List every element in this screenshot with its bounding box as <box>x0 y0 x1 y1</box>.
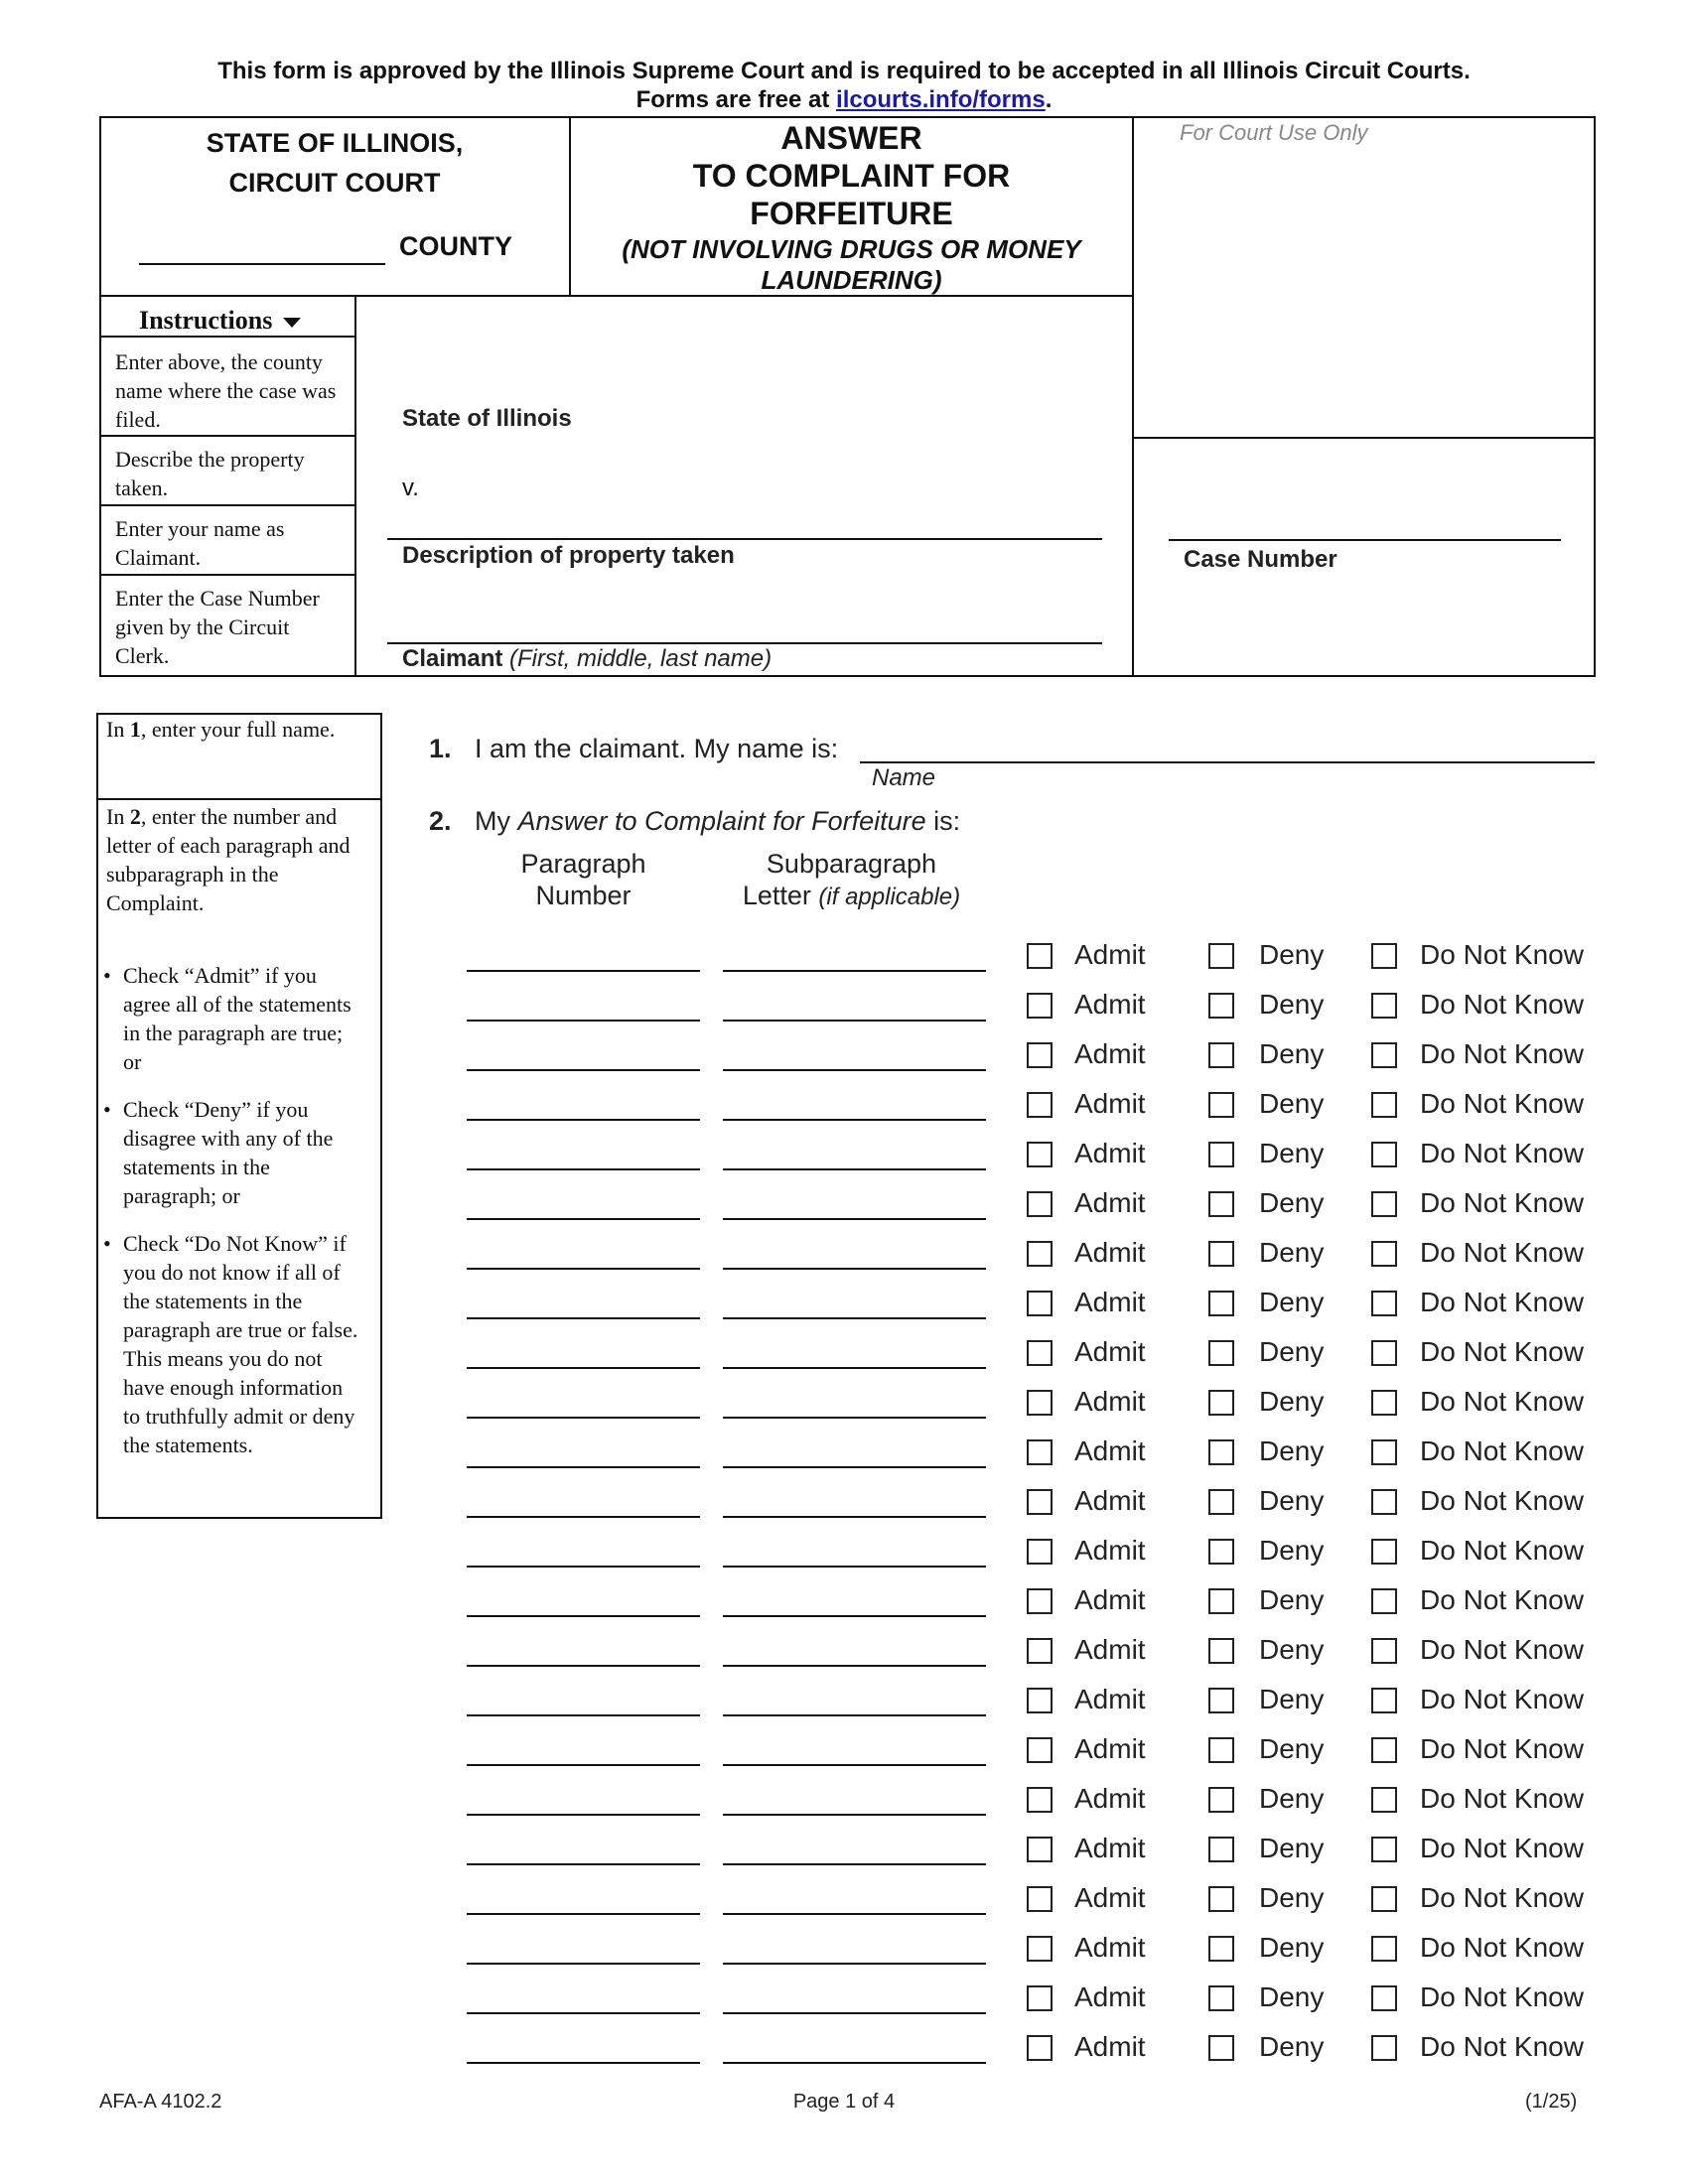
do-not-know-label: Do Not Know <box>1420 939 1584 970</box>
deny-label: Deny <box>1259 1038 1325 1069</box>
subparagraph-header-letter: Letter <box>742 881 811 910</box>
paragraph-column-header <box>467 848 700 911</box>
deny-label: Deny <box>1259 1485 1325 1516</box>
do-not-know-label: Do Not Know <box>1420 1584 1584 1615</box>
admit-checkbox[interactable] <box>1027 1340 1053 1366</box>
subparagraph-header-line2 <box>715 880 988 913</box>
subparagraph-column-header <box>715 848 988 913</box>
do-not-know-checkbox[interactable] <box>1371 1142 1397 1167</box>
do-not-know-checkbox[interactable] <box>1371 1886 1397 1912</box>
deny-checkbox[interactable] <box>1208 1042 1234 1068</box>
admit-label: Admit <box>1074 1981 1146 2012</box>
form-title-line2: TO COMPLAINT FOR <box>692 158 1011 194</box>
form-version: (1/25) <box>1525 2091 1578 2113</box>
admit-checkbox[interactable] <box>1027 2035 1053 2061</box>
admit-checkbox[interactable] <box>1027 1092 1053 1118</box>
deny-checkbox[interactable] <box>1208 943 1234 969</box>
instructions-header <box>139 306 301 336</box>
deny-label: Deny <box>1259 1932 1325 1963</box>
subparagraph-letter-field[interactable] <box>723 1466 986 1468</box>
do-not-know-checkbox[interactable] <box>1371 943 1397 969</box>
admit-label: Admit <box>1074 1038 1146 1069</box>
paragraph-number-field[interactable] <box>467 1417 700 1419</box>
admit-checkbox[interactable] <box>1027 1936 1053 1962</box>
deny-label: Deny <box>1259 989 1325 1020</box>
deny-label: Deny <box>1259 1833 1325 1863</box>
paragraph-number-field[interactable] <box>467 1516 700 1518</box>
deny-label: Deny <box>1259 1237 1325 1268</box>
paragraph-number-field[interactable] <box>467 1466 700 1468</box>
admit-checkbox[interactable] <box>1027 1837 1053 1862</box>
paragraph-header-line2: Number <box>535 881 632 910</box>
do-not-know-checkbox[interactable] <box>1371 1042 1397 1068</box>
admit-label: Admit <box>1074 1485 1146 1516</box>
court-use-label: For Court Use Only <box>1180 120 1368 145</box>
side-instruction-2 <box>106 802 366 917</box>
deny-checkbox[interactable] <box>1208 1588 1234 1614</box>
do-not-know-checkbox[interactable] <box>1371 1588 1397 1614</box>
paragraph-number-field[interactable] <box>467 1119 700 1121</box>
deny-checkbox[interactable] <box>1208 1291 1234 1316</box>
do-not-know-checkbox[interactable] <box>1371 2035 1397 2061</box>
admit-label: Admit <box>1074 1783 1146 1814</box>
do-not-know-checkbox[interactable] <box>1371 1737 1397 1763</box>
admit-checkbox[interactable] <box>1027 1142 1053 1167</box>
do-not-know-label: Do Not Know <box>1420 1237 1584 1268</box>
section-2-number: 2. <box>429 806 452 836</box>
deny-label: Deny <box>1259 1435 1325 1466</box>
form-title-line1: ANSWER <box>780 120 922 156</box>
bullet-icon: • <box>103 963 111 988</box>
county-label: COUNTY <box>399 231 512 261</box>
deny-checkbox[interactable] <box>1208 1787 1234 1813</box>
deny-checkbox[interactable] <box>1208 1638 1234 1664</box>
admit-label: Admit <box>1074 1684 1146 1714</box>
admit-checkbox[interactable] <box>1027 1638 1053 1664</box>
divider <box>1132 437 1596 439</box>
property-field[interactable] <box>387 538 1102 540</box>
admit-label: Admit <box>1074 1932 1146 1963</box>
admit-label: Admit <box>1074 1833 1146 1863</box>
subparagraph-letter-field[interactable] <box>723 1615 986 1617</box>
do-not-know-label: Do Not Know <box>1420 1535 1584 1566</box>
paragraph-number-field[interactable] <box>467 1863 700 1865</box>
subparagraph-header-hint: (if applicable) <box>818 884 961 910</box>
section-2-text <box>475 805 960 837</box>
side-bullet-deny <box>103 1095 363 1210</box>
do-not-know-label: Do Not Know <box>1420 989 1584 1020</box>
approval-notice: This form is approved by the Illinois Supreme Court and is required to be accepted in all Illinois Circuit Courts. <box>217 58 1471 84</box>
do-not-know-label: Do Not Know <box>1420 1386 1584 1417</box>
subparagraph-letter-field[interactable] <box>723 1020 986 1022</box>
admit-checkbox[interactable] <box>1027 1787 1053 1813</box>
admit-checkbox[interactable] <box>1027 1191 1053 1217</box>
deny-checkbox[interactable] <box>1208 1886 1234 1912</box>
form-subtitle-line2: LAUNDERING) <box>761 265 942 295</box>
admit-label: Admit <box>1074 939 1146 970</box>
county-name-field[interactable] <box>139 263 385 265</box>
paragraph-number-field[interactable] <box>467 2012 700 2014</box>
deny-checkbox[interactable] <box>1208 1737 1234 1763</box>
versus-label: v. <box>402 475 419 501</box>
deny-label: Deny <box>1259 1634 1325 1665</box>
forms-notice-prefix: Forms are free at <box>635 86 837 113</box>
deny-checkbox[interactable] <box>1208 1241 1234 1267</box>
claimant-hint: (First, middle, last name) <box>509 645 773 672</box>
admit-label: Admit <box>1074 2031 1146 2062</box>
do-not-know-label: Do Not Know <box>1420 1981 1584 2012</box>
do-not-know-checkbox[interactable] <box>1371 1638 1397 1664</box>
paragraph-number-field[interactable] <box>467 1566 700 1568</box>
admit-checkbox[interactable] <box>1027 1042 1053 1068</box>
do-not-know-label: Do Not Know <box>1420 1733 1584 1764</box>
do-not-know-label: Do Not Know <box>1420 1435 1584 1466</box>
paragraph-number-field[interactable] <box>467 2062 700 2064</box>
do-not-know-label: Do Not Know <box>1420 1833 1584 1863</box>
forms-notice-suffix: . <box>1045 86 1053 113</box>
paragraph-number-field[interactable] <box>467 1814 700 1816</box>
subparagraph-letter-field[interactable] <box>723 970 986 972</box>
instructions-header-text: Instructions <box>139 306 273 335</box>
bullet-icon: • <box>103 1231 111 1256</box>
paragraph-number-field[interactable] <box>467 1317 700 1319</box>
deny-checkbox[interactable] <box>1208 1985 1234 2011</box>
paragraph-number-field[interactable] <box>467 1764 700 1766</box>
forms-notice <box>0 86 1688 114</box>
do-not-know-checkbox[interactable] <box>1371 1787 1397 1813</box>
name-caption: Name <box>872 764 936 791</box>
side-instruction-1-post: , enter your full name. <box>140 717 336 742</box>
do-not-know-label: Do Not Know <box>1420 1287 1584 1317</box>
claimant-label-line <box>402 645 772 673</box>
deny-checkbox[interactable] <box>1208 1191 1234 1217</box>
admit-label: Admit <box>1074 1386 1146 1417</box>
do-not-know-label: Do Not Know <box>1420 1882 1584 1913</box>
admit-label: Admit <box>1074 1584 1146 1615</box>
subparagraph-letter-field[interactable] <box>723 1714 986 1716</box>
admit-label: Admit <box>1074 1088 1146 1119</box>
subparagraph-letter-field[interactable] <box>723 1665 986 1667</box>
do-not-know-checkbox[interactable] <box>1371 1837 1397 1862</box>
admit-checkbox[interactable] <box>1027 1688 1053 1713</box>
paragraph-number-field[interactable] <box>467 1665 700 1667</box>
deny-label: Deny <box>1259 1981 1325 2012</box>
page-number: Page 1 of 4 <box>792 2091 896 2113</box>
triangle-down-icon <box>283 318 301 328</box>
divider <box>1132 116 1134 677</box>
deny-label: Deny <box>1259 1535 1325 1566</box>
claimant-name-field[interactable] <box>860 761 1595 763</box>
side-instruction-2-pre: In <box>106 804 130 829</box>
deny-label: Deny <box>1259 1138 1325 1168</box>
section-2-text-post: is: <box>925 806 961 836</box>
subparagraph-letter-field[interactable] <box>723 1069 986 1071</box>
admit-checkbox[interactable] <box>1027 1886 1053 1912</box>
paragraph-number-field[interactable] <box>467 1218 700 1220</box>
do-not-know-label: Do Not Know <box>1420 1485 1584 1516</box>
paragraph-number-field[interactable] <box>467 1963 700 1965</box>
form-id: AFA-A 4102.2 <box>99 2091 222 2113</box>
deny-label: Deny <box>1259 1287 1325 1317</box>
form-title-line3: FORFEITURE <box>750 196 953 231</box>
deny-checkbox[interactable] <box>1208 993 1234 1019</box>
subparagraph-letter-field[interactable] <box>723 1218 986 1220</box>
deny-label: Deny <box>1259 1584 1325 1615</box>
admit-label: Admit <box>1074 1733 1146 1764</box>
do-not-know-label: Do Not Know <box>1420 2031 1584 2062</box>
paragraph-number-field[interactable] <box>467 1615 700 1617</box>
section-2-text-pre: My <box>475 806 518 836</box>
state-label: STATE OF ILLINOIS, <box>206 128 464 158</box>
admit-label: Admit <box>1074 1287 1146 1317</box>
case-number-field[interactable] <box>1169 539 1561 541</box>
deny-label: Deny <box>1259 1783 1325 1814</box>
admit-label: Admit <box>1074 1882 1146 1913</box>
do-not-know-label: Do Not Know <box>1420 1932 1584 1963</box>
divider <box>99 336 354 338</box>
do-not-know-checkbox[interactable] <box>1371 1291 1397 1316</box>
paragraph-number-field[interactable] <box>467 1913 700 1915</box>
subparagraph-letter-field[interactable] <box>723 1417 986 1419</box>
subparagraph-letter-field[interactable] <box>723 2062 986 2064</box>
do-not-know-checkbox[interactable] <box>1371 1985 1397 2011</box>
admit-label: Admit <box>1074 1634 1146 1665</box>
deny-checkbox[interactable] <box>1208 1439 1234 1465</box>
side-instruction-2-post: , enter the number and letter of each paragraph and subparagraph in the Complaint. <box>106 804 351 915</box>
paragraph-header-line1: Paragraph <box>520 849 646 879</box>
bullet-icon: • <box>103 1097 111 1122</box>
do-not-know-label: Do Not Know <box>1420 1138 1584 1168</box>
deny-checkbox[interactable] <box>1208 1340 1234 1366</box>
do-not-know-checkbox[interactable] <box>1371 1092 1397 1118</box>
side-instruction-1-pre: In <box>106 717 130 742</box>
do-not-know-checkbox[interactable] <box>1371 1191 1397 1217</box>
instruction-case-number: Enter the Case Number given by the Circuit Clerk. <box>115 586 320 668</box>
do-not-know-label: Do Not Know <box>1420 1684 1584 1714</box>
do-not-know-checkbox[interactable] <box>1371 993 1397 1019</box>
deny-checkbox[interactable] <box>1208 1539 1234 1565</box>
deny-checkbox[interactable] <box>1208 2035 1234 2061</box>
admit-checkbox[interactable] <box>1027 1985 1053 2011</box>
admit-label: Admit <box>1074 1237 1146 1268</box>
deny-checkbox[interactable] <box>1208 1837 1234 1862</box>
plaintiff-label: State of Illinois <box>402 405 572 432</box>
paragraph-number-field[interactable] <box>467 1020 700 1022</box>
subparagraph-header-line1: Subparagraph <box>766 849 937 879</box>
do-not-know-checkbox[interactable] <box>1371 1489 1397 1515</box>
admit-label: Admit <box>1074 989 1146 1020</box>
paragraph-number-field[interactable] <box>467 1367 700 1369</box>
paragraph-number-field[interactable] <box>467 1268 700 1270</box>
subparagraph-letter-field[interactable] <box>723 1764 986 1766</box>
side-bullet-admit-text: Check “Admit” if you agree all of the statements in the paragraph are true; or <box>123 963 352 1074</box>
do-not-know-label: Do Not Know <box>1420 1038 1584 1069</box>
deny-label: Deny <box>1259 1088 1325 1119</box>
do-not-know-checkbox[interactable] <box>1371 1340 1397 1366</box>
do-not-know-checkbox[interactable] <box>1371 1539 1397 1565</box>
do-not-know-checkbox[interactable] <box>1371 1390 1397 1416</box>
paragraph-number-field[interactable] <box>467 1168 700 1170</box>
admit-checkbox[interactable] <box>1027 1439 1053 1465</box>
circuit-court-label: CIRCUIT COURT <box>228 168 441 198</box>
side-bullet-deny-text: Check “Deny” if you disagree with any of the statements in the paragraph; or <box>123 1097 334 1208</box>
do-not-know-checkbox[interactable] <box>1371 1241 1397 1267</box>
subparagraph-letter-field[interactable] <box>723 1963 986 1965</box>
subparagraph-letter-field[interactable] <box>723 1814 986 1816</box>
do-not-know-label: Do Not Know <box>1420 1336 1584 1367</box>
paragraph-number-field[interactable] <box>467 970 700 972</box>
subparagraph-letter-field[interactable] <box>723 2012 986 2014</box>
admit-checkbox[interactable] <box>1027 1588 1053 1614</box>
section-1-number: 1. <box>429 734 452 763</box>
subparagraph-letter-field[interactable] <box>723 1168 986 1170</box>
do-not-know-checkbox[interactable] <box>1371 1439 1397 1465</box>
deny-checkbox[interactable] <box>1208 1142 1234 1167</box>
form-subtitle-line1: (NOT INVOLVING DRUGS OR MONEY <box>622 234 1081 264</box>
admit-label: Admit <box>1074 1138 1146 1168</box>
instruction-claimant: Enter your name as Claimant. <box>115 516 285 570</box>
section-2-text-italic: Answer to Complaint for Forfeiture <box>517 806 926 836</box>
admit-checkbox[interactable] <box>1027 1291 1053 1316</box>
deny-checkbox[interactable] <box>1208 1092 1234 1118</box>
deny-checkbox[interactable] <box>1208 1390 1234 1416</box>
subparagraph-letter-field[interactable] <box>723 1317 986 1319</box>
divider <box>354 295 356 677</box>
divider <box>96 798 382 800</box>
instruction-property: Describe the property taken. <box>115 447 305 500</box>
subparagraph-letter-field[interactable] <box>723 1566 986 1568</box>
divider <box>99 574 354 576</box>
admit-checkbox[interactable] <box>1027 1390 1053 1416</box>
side-bullet-admit <box>103 961 363 1076</box>
do-not-know-checkbox[interactable] <box>1371 1936 1397 1962</box>
admit-checkbox[interactable] <box>1027 993 1053 1019</box>
deny-label: Deny <box>1259 1733 1325 1764</box>
claimant-label: Claimant <box>402 645 503 672</box>
admit-checkbox[interactable] <box>1027 1489 1053 1515</box>
side-instruction-2-num: 2 <box>129 804 141 829</box>
instruction-county: Enter above, the county name where the case was filed. <box>115 349 337 432</box>
deny-label: Deny <box>1259 1187 1325 1218</box>
deny-label: Deny <box>1259 939 1325 970</box>
deny-label: Deny <box>1259 1386 1325 1417</box>
section-1-text: I am the claimant. My name is: <box>475 734 839 763</box>
subparagraph-letter-field[interactable] <box>723 1268 986 1270</box>
paragraph-number-field[interactable] <box>467 1714 700 1716</box>
do-not-know-label: Do Not Know <box>1420 1634 1584 1665</box>
admit-label: Admit <box>1074 1187 1146 1218</box>
do-not-know-checkbox[interactable] <box>1371 1688 1397 1713</box>
subparagraph-letter-field[interactable] <box>723 1367 986 1369</box>
admit-checkbox[interactable] <box>1027 1737 1053 1763</box>
deny-label: Deny <box>1259 1336 1325 1367</box>
admit-checkbox[interactable] <box>1027 943 1053 969</box>
admit-checkbox[interactable] <box>1027 1241 1053 1267</box>
divider <box>99 504 354 506</box>
do-not-know-label: Do Not Know <box>1420 1783 1584 1814</box>
ilcourts-link[interactable]: ilcourts.info/forms <box>836 86 1046 113</box>
property-label: Description of property taken <box>402 542 735 569</box>
subparagraph-letter-field[interactable] <box>723 1913 986 1915</box>
deny-checkbox[interactable] <box>1208 1489 1234 1515</box>
divider <box>99 435 354 437</box>
deny-label: Deny <box>1259 1882 1325 1913</box>
subparagraph-letter-field[interactable] <box>723 1516 986 1518</box>
side-bullet-dnk <box>103 1229 363 1459</box>
side-bullet-dnk-text: Check “Do Not Know” if you do not know if all of the statements in the paragraph are true or false. This means you do not have enough information to truthfully admit or deny the statements. <box>123 1231 358 1457</box>
admit-label: Admit <box>1074 1336 1146 1367</box>
case-number-label: Case Number <box>1184 546 1337 573</box>
admit-checkbox[interactable] <box>1027 1539 1053 1565</box>
deny-label: Deny <box>1259 1684 1325 1714</box>
do-not-know-label: Do Not Know <box>1420 1187 1584 1218</box>
deny-checkbox[interactable] <box>1208 1936 1234 1962</box>
admit-label: Admit <box>1074 1535 1146 1566</box>
admit-label: Admit <box>1074 1435 1146 1466</box>
paragraph-number-field[interactable] <box>467 1069 700 1071</box>
side-instruction-1-num: 1 <box>129 717 141 742</box>
deny-checkbox[interactable] <box>1208 1688 1234 1713</box>
claimant-field[interactable] <box>387 642 1102 644</box>
do-not-know-label: Do Not Know <box>1420 1088 1584 1119</box>
subparagraph-letter-field[interactable] <box>723 1119 986 1121</box>
side-instruction-1 <box>106 715 372 744</box>
deny-label: Deny <box>1259 2031 1325 2062</box>
subparagraph-letter-field[interactable] <box>723 1863 986 1865</box>
